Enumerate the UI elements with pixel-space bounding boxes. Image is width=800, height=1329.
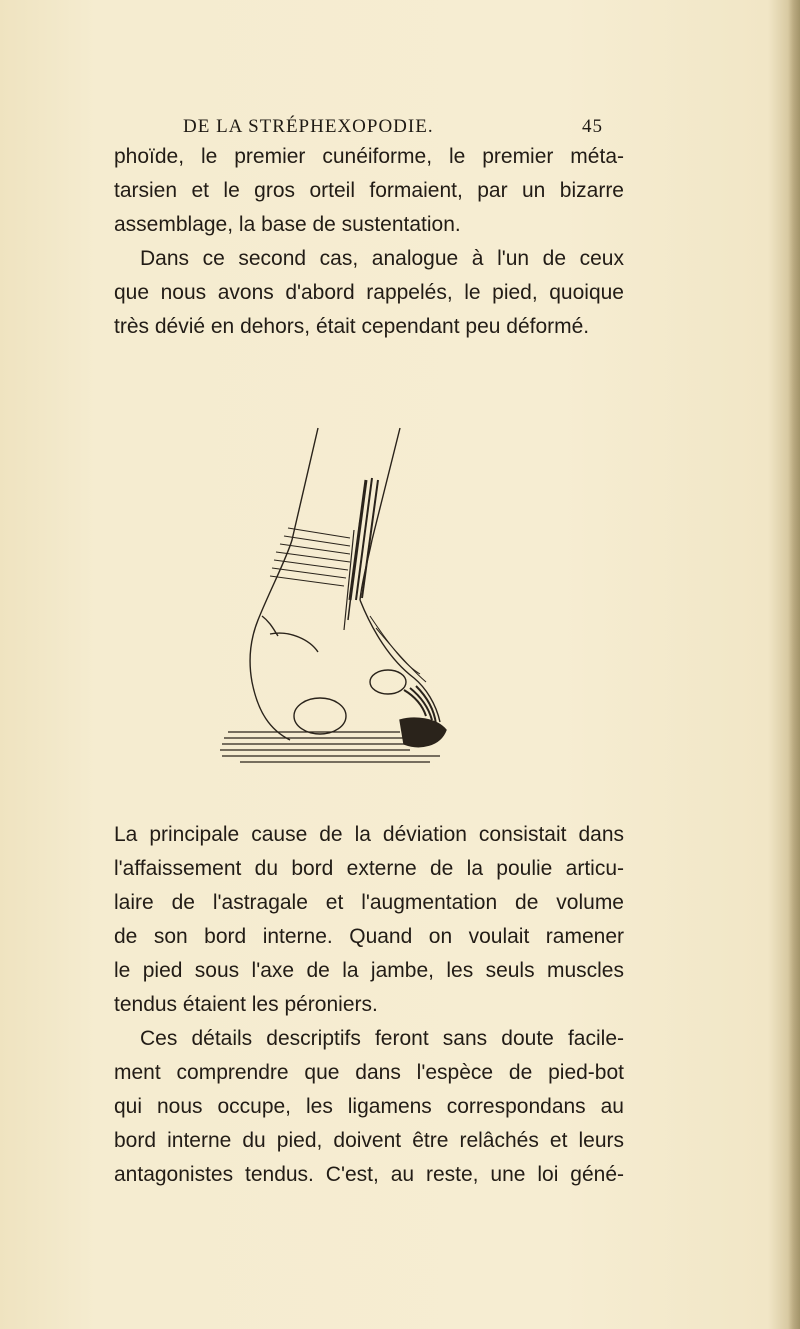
text-line: La principale cause de la déviation consistait dans <box>114 823 624 846</box>
text-line: qui nous occupe, les ligamens correspondans au <box>114 1095 624 1118</box>
text-line: ment comprendre que dans l'espèce de pied-bot <box>114 1061 624 1084</box>
text-block-top <box>114 140 624 344</box>
text-line: Ces détails descriptifs feront sans doute facile- <box>140 1027 624 1050</box>
text-block-bottom <box>114 818 624 1192</box>
text-line: de son bord interne. Quand on voulait ramener <box>114 925 624 948</box>
text-line: laire de l'astragale et l'augmentation de volume <box>114 891 624 914</box>
running-title: DE LA STRÉPHEXOPODIE. <box>183 116 434 137</box>
text-line: antagonistes tendus. C'est, au reste, une loi géné- <box>114 1163 624 1186</box>
page-edge-shadow <box>788 0 800 1329</box>
running-header <box>183 116 603 142</box>
text-line: phoïde, le premier cunéiforme, le premier méta- <box>114 145 624 168</box>
text-line: Dans ce second cas, analogue à l'un de ceux <box>140 247 624 270</box>
text-line: que nous avons d'abord rappelés, le pied, quoique <box>114 281 624 304</box>
foot-illustration <box>200 420 480 770</box>
text-line: très dévié en dehors, était cependant peu déformé. <box>114 315 590 338</box>
text-line: tendus étaient les péroniers. <box>114 993 378 1016</box>
page-number: 45 <box>582 116 603 137</box>
text-line: tarsien et le gros orteil formaient, par un bizarre <box>114 179 624 202</box>
text-line: l'affaissement du bord externe de la poulie articu- <box>114 857 624 880</box>
text-line: le pied sous l'axe de la jambe, les seuls muscles <box>114 959 624 982</box>
text-line: assemblage, la base de sustentation. <box>114 213 461 236</box>
text-line: bord interne du pied, doivent être relâchés et leurs <box>114 1129 624 1152</box>
